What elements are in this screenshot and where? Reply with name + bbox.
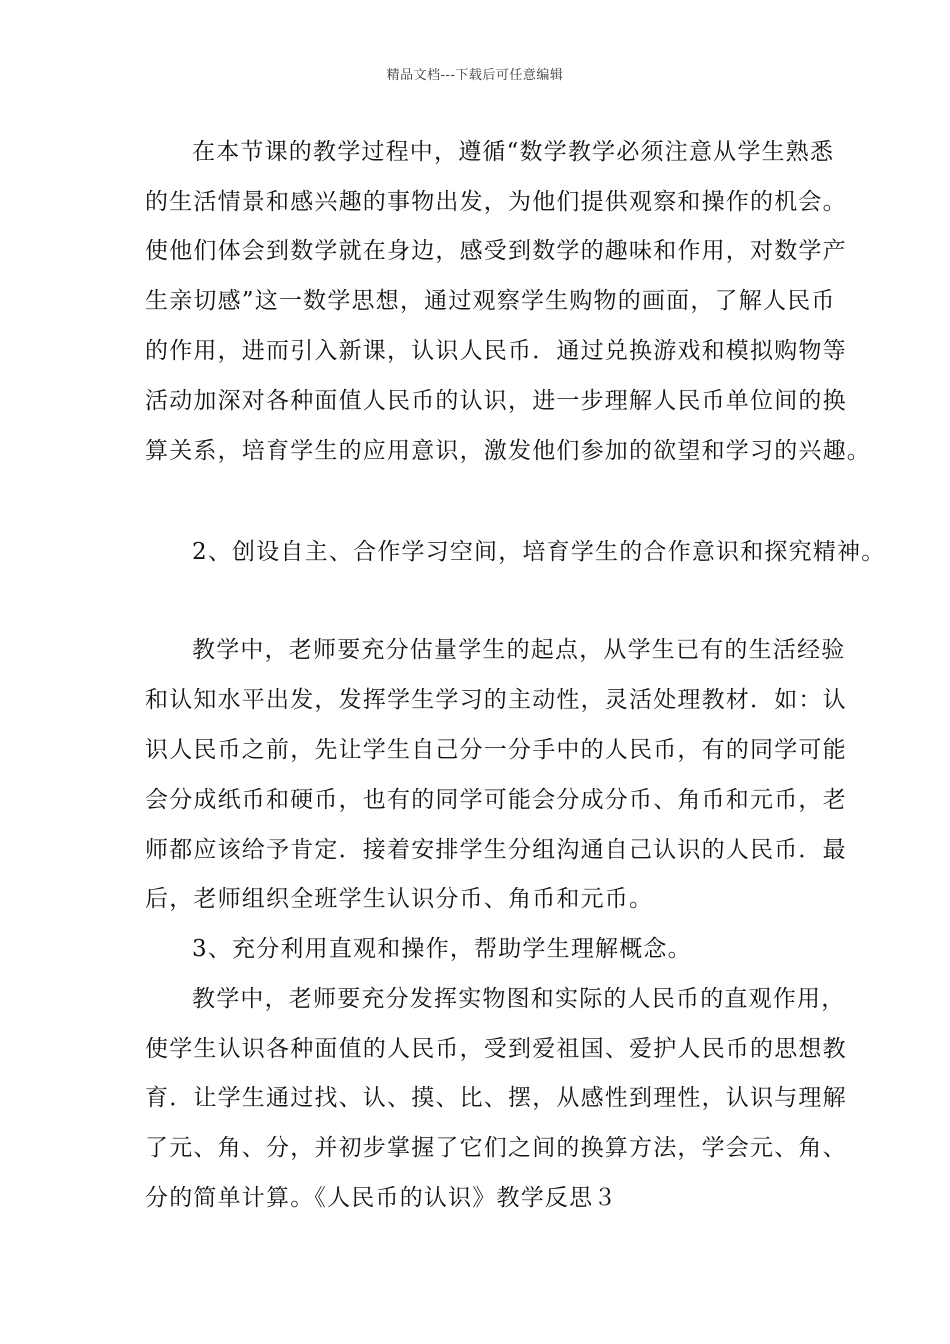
section-heading-2: 2、创设自主、合作学习空间，培育学生的合作意识和探究精神。 [192,539,886,565]
paragraph-2-line: 会分成纸币和硬币，也有的同学可能会分成分币、角币和元币，老 [145,787,847,813]
paragraph-3-line: 育．让学生通过找、认、摸、比、摆，从感性到理性，认识与理解 [145,1085,847,1111]
paragraph-3-line: 分的简单计算。《人民币的认识》教学反思３ [145,1185,618,1211]
paragraph-1-line: 活动加深对各种面值人民币的认识，进一步理解人民币单位间的换 [145,388,847,414]
paragraph-2-line: 和认知水平出发，发挥学生学习的主动性，灵活处理教材．如：认 [145,687,847,713]
paragraph-3-line: 教学中，老师要充分发挥实物图和实际的人民币的直观作用， [192,986,846,1012]
paragraph-1-line: 算关系，培育学生的应用意识，激发他们参加的欲望和学习的兴趣。 [145,438,871,464]
paragraph-2-line: 师都应该给予肯定．接着安排学生分组沟通自己认识的人民币．最 [145,837,847,863]
paragraph-1-line: 的生活情景和感兴趣的事物出发，为他们提供观察和操作的机会。 [145,189,847,215]
paragraph-3-line: 了元、角、分，并初步掌握了它们之间的换算方法，学会元、角、 [145,1135,847,1161]
paragraph-1-line: 使他们体会到数学就在身边，感受到数学的趣味和作用，对数学产 [145,238,847,264]
paragraph-3-line: 使学生认识各种面值的人民币，受到爱祖国、爱护人民币的思想教 [145,1036,847,1062]
paragraph-2-line: 后，老师组织全班学生认识分币、角币和元币。 [145,886,654,912]
section-heading-3: 3、充分利用直观和操作，帮助学生理解概念。 [192,936,692,962]
paragraph-2-line: 识人民币之前，先让学生自己分一分手中的人民币，有的同学可能 [145,737,847,763]
paragraph-1-line: 的作用，进而引入新课，认识人民币．通过兑换游戏和模拟购物等 [145,338,847,364]
paragraph-1-line: 在本节课的教学过程中，遵循“数学教学必须注意从学生熟悉 [192,139,835,165]
paragraph-2-line: 教学中，老师要充分估量学生的起点，从学生已有的生活经验 [192,637,846,663]
page-header: 精品文档---下载后可任意编辑 [386,68,564,83]
paragraph-1-line: 生亲切感”这一数学思想，通过观察学生购物的画面，了解人民币 [145,288,836,314]
